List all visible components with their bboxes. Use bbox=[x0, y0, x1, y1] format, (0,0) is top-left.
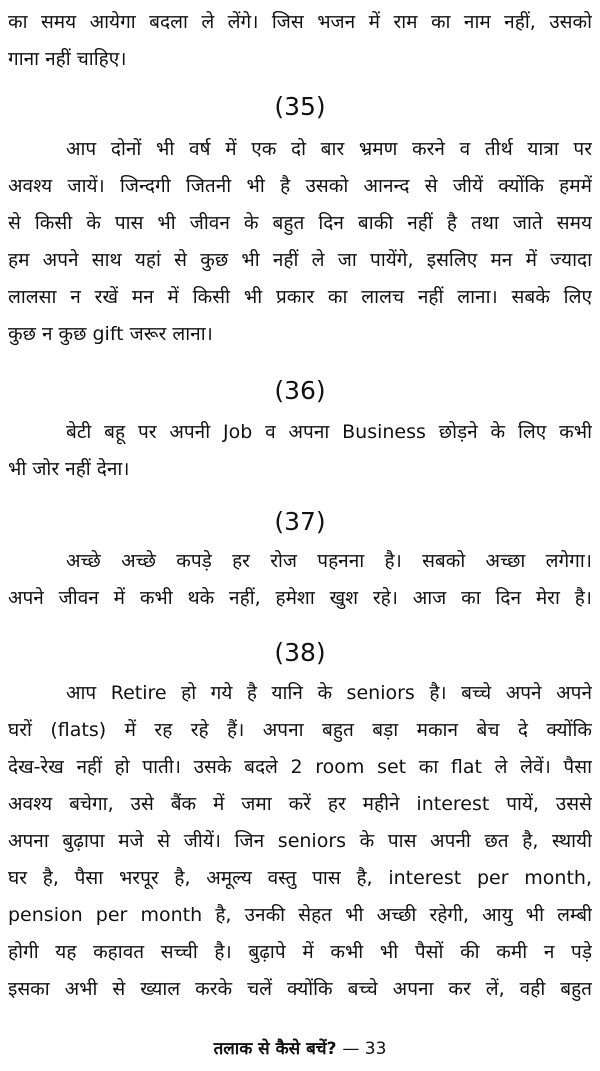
section-heading-36: (36) bbox=[274, 376, 326, 405]
paragraph-37 bbox=[8, 543, 592, 617]
text-line: अच्छे अच्छे कपड़े हर रोज पहनना है। सबको अच्छा लगेगा। bbox=[66, 550, 592, 572]
text-line: घरों (flats) में रह रहे हैं। अपना बहुत बड़ा मकान बेच दे क्योंकि bbox=[8, 719, 592, 741]
paragraph-continuation bbox=[8, 4, 592, 78]
text-line: आप दोनों भी वर्ष में एक दो बार भ्रमण करने व तीर्थ यात्रा पर bbox=[66, 138, 592, 160]
text-line: देख-रेख नहीं हो पाती। उसके बदले 2 room set का flat ले लेवें। पैसा bbox=[8, 756, 592, 778]
paragraph-38 bbox=[8, 675, 592, 1008]
section-heading-35: (35) bbox=[274, 92, 326, 121]
text-line: लालसा न रखें मन में किसी भी प्रकार का लालच नहीं लाना। सबके लिए bbox=[8, 286, 592, 308]
text-line: pension per month है, उनकी सेहत भी अच्छी रहेगी, आयु भी लम्बी bbox=[8, 904, 592, 926]
text-line: हम अपने साथ यहां से कुछ भी नहीं ले जा पायेंगे, इसलिए मन में ज्यादा bbox=[8, 249, 592, 271]
book-title: तलाक से कैसे बचें? bbox=[213, 1039, 337, 1059]
text-line: बेटी बहू पर अपनी Job व अपना Business छोड़ने के लिए कभी bbox=[66, 421, 592, 443]
page-footer bbox=[0, 1036, 600, 1062]
section-heading-37: (37) bbox=[274, 507, 326, 536]
text-line: आप Retire हो गये है यानि के seniors है। बच्चे अपने अपने bbox=[66, 682, 592, 704]
text-line: कुछ न कुछ gift जरूर लाना। bbox=[8, 323, 213, 345]
text-line: से किसी के पास भी जीवन के बहुत दिन बाकी नहीं है तथा जाते समय bbox=[8, 212, 592, 234]
paragraph-36 bbox=[8, 414, 592, 488]
text-line: गाना नहीं चाहिए। bbox=[8, 48, 127, 70]
text-line: अपने जीवन में कभी थके नहीं, हमेशा खुश रहे। आज का दिन मेरा है। bbox=[8, 587, 592, 609]
paragraph-35 bbox=[8, 131, 592, 353]
page-number: — 33 bbox=[342, 1039, 387, 1059]
text-line: अपना बुढ़ापा मजे से जीयें। जिन seniors के पास अपनी छत है, स्थायी bbox=[8, 830, 592, 852]
text-line: होगी यह कहावत सच्ची है। बुढ़ापे में कभी भी पैसों की कमी न पड़े bbox=[8, 941, 592, 963]
text-line: अवश्य जायें। जिन्दगी जितनी भी है उसको आनन्द से जीयें क्योंकि हममें bbox=[8, 175, 592, 197]
text-line: का समय आयेगा बदला ले लेंगे। जिस भजन में राम का नाम नहीं, उसको bbox=[8, 11, 592, 33]
text-line: घर है, पैसा भरपूर है, अमूल्य वस्तु पास है, interest per month, bbox=[8, 867, 592, 889]
text-line: भी जोर नहीं देना। bbox=[8, 458, 130, 480]
text-line: इसका अभी से ख्याल करके चलें क्योंकि बच्चे अपना कर लें, वही बहुत bbox=[8, 978, 592, 1000]
text-line: अवश्य बचेगा, उसे बैंक में जमा करें हर महीने interest पायें, उससे bbox=[8, 793, 592, 815]
section-heading-38: (38) bbox=[274, 638, 326, 667]
